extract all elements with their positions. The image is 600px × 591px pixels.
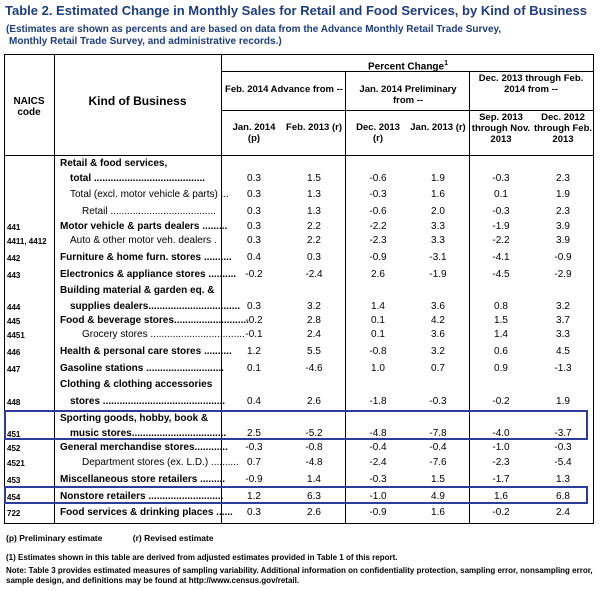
subtitle-line-2: Monthly Retail Trade Survey, and administrative records.) xyxy=(9,36,282,47)
cell-value: 0.7 xyxy=(247,457,261,468)
cell-value: 1.5 xyxy=(431,474,445,485)
row-label: General merchandise stores............ xyxy=(60,442,228,453)
cell-value: -0.1 xyxy=(245,329,263,340)
group-header-jan2014: Jan. 2014 Preliminary from -- xyxy=(359,84,457,106)
naics-code: 4521 xyxy=(7,459,25,468)
cell-value: 0.3 xyxy=(247,221,261,232)
table-subtitle xyxy=(6,24,501,48)
cell-value: -2.4 xyxy=(305,269,323,280)
cell-value: 2.6 xyxy=(371,269,385,280)
cell-value: -1.8 xyxy=(369,396,387,407)
row-label: Gasoline stations ............................ xyxy=(60,363,224,374)
naics-code: 453 xyxy=(7,476,21,485)
cell-value: 1.4 xyxy=(371,301,385,312)
cell-value: 3.6 xyxy=(431,329,445,340)
cell-value: 0.1 xyxy=(494,189,508,200)
cell-value: -1.3 xyxy=(554,363,572,374)
cell-value: -0.3 xyxy=(492,173,510,184)
cell-value: 1.3 xyxy=(556,474,570,485)
cell-value: -1.9 xyxy=(429,269,447,280)
naics-code: 4451 xyxy=(7,331,25,340)
cell-value: -2.4 xyxy=(369,457,387,468)
table-row xyxy=(4,455,594,470)
kind-of-business-header: Kind of Business xyxy=(88,94,187,108)
table-row xyxy=(4,441,594,455)
cell-value: 0.3 xyxy=(247,301,261,312)
row-label: Nonstore retailers ........................... xyxy=(60,491,224,502)
row-label: Furniture & home furn. stores .......... xyxy=(60,252,232,263)
row-label: supplies dealers................................. xyxy=(70,301,241,312)
cell-value: 1.2 xyxy=(247,346,261,357)
cell-value: -2.2 xyxy=(492,235,510,246)
cell-value: -2.3 xyxy=(369,235,387,246)
cell-value: -3.1 xyxy=(429,252,447,263)
cell-value: 1.4 xyxy=(307,474,321,485)
row-label: stores ............................................ xyxy=(70,396,226,407)
header-rule-groups xyxy=(221,110,594,111)
row-label: Electronics & appliance stores .......... xyxy=(60,269,237,280)
naics-code: 447 xyxy=(7,365,21,374)
cell-value: 0.9 xyxy=(494,363,508,374)
cell-value: -1.0 xyxy=(492,442,510,453)
naics-code: 444 xyxy=(7,303,21,312)
cell-value: 2.5 xyxy=(247,428,261,439)
cell-value: -4.6 xyxy=(305,363,323,374)
cell-value: 2.3 xyxy=(556,206,570,217)
row-label: Department stores (ex. L.D.) .......... xyxy=(82,457,239,468)
col-header-4: Jan. 2013 (r) xyxy=(410,122,466,133)
cell-value: -0.9 xyxy=(369,252,387,263)
cell-value: 1.6 xyxy=(431,507,445,518)
cell-value: -1.0 xyxy=(369,491,387,502)
naics-code: 448 xyxy=(7,398,21,407)
row-label: Grocery stores .................................. xyxy=(82,329,245,340)
cell-value: -0.3 xyxy=(245,442,263,453)
cell-value: -0.2 xyxy=(245,315,263,326)
footnote-1: (1) Estimates shown in this table are derived from adjusted estimates provided in Table 1 of this report. xyxy=(6,553,398,562)
naics-code: 446 xyxy=(7,348,21,357)
cell-value: 0.4 xyxy=(247,396,261,407)
col-header-6: Dec. 2012 through Feb. 2013 xyxy=(533,112,593,145)
cell-value: 1.5 xyxy=(494,315,508,326)
legend xyxy=(6,533,242,543)
cell-value: 2.8 xyxy=(307,315,321,326)
cell-value: 3.2 xyxy=(431,346,445,357)
cell-value: -0.6 xyxy=(369,206,387,217)
cell-value: 2.0 xyxy=(431,206,445,217)
cell-value: -0.4 xyxy=(429,442,447,453)
cell-value: -1.7 xyxy=(492,474,510,485)
cell-value: 1.6 xyxy=(431,189,445,200)
table-row xyxy=(4,186,594,202)
cell-value: -4.1 xyxy=(492,252,510,263)
cell-value: 2.3 xyxy=(556,173,570,184)
cell-value: 2.4 xyxy=(556,507,570,518)
cell-value: -4.5 xyxy=(492,269,510,280)
cell-value: 0.3 xyxy=(307,252,321,263)
cell-value: 2.2 xyxy=(307,235,321,246)
cell-value: -7.6 xyxy=(429,457,447,468)
lead-label: Retail & food services, xyxy=(60,158,168,169)
cell-value: 1.5 xyxy=(307,173,321,184)
cell-value: 2.4 xyxy=(307,329,321,340)
cell-value: 0.4 xyxy=(247,252,261,263)
cell-value: 1.9 xyxy=(431,173,445,184)
subtitle-line-1: (Estimates are shown as percents and are based on data from the Advance Monthly Retail Trade Survey, xyxy=(6,24,502,35)
row-lead-label: Building material & garden eq. & xyxy=(60,285,215,296)
cell-value: 3.3 xyxy=(431,221,445,232)
percent-change-label: Percent Change xyxy=(367,61,445,73)
cell-value: 1.0 xyxy=(371,363,385,374)
row-lead-label: Clothing & clothing accessories xyxy=(60,379,213,390)
cell-value: 2.2 xyxy=(307,221,321,232)
row-label: Food & beverage stores........................... xyxy=(60,315,249,326)
naics-code: 4411, 4412 xyxy=(7,237,47,246)
cell-value: -0.4 xyxy=(369,442,387,453)
table-row xyxy=(4,220,594,234)
naics-code: 442 xyxy=(7,254,21,263)
cell-value: 2.6 xyxy=(307,507,321,518)
cell-value: 6.8 xyxy=(556,491,570,502)
cell-value: 0.3 xyxy=(247,206,261,217)
naics-code: 443 xyxy=(7,271,21,280)
row-label: Health & personal care stores .......... xyxy=(60,346,232,357)
cell-value: 6.3 xyxy=(307,491,321,502)
highlight-sporting-goods xyxy=(4,410,588,440)
table-row xyxy=(4,266,594,282)
cell-value: -0.8 xyxy=(305,442,323,453)
cell-value: -1.9 xyxy=(492,221,510,232)
cell-value: 1.4 xyxy=(494,329,508,340)
cell-value: 3.2 xyxy=(556,301,570,312)
cell-value: -5.2 xyxy=(305,428,323,439)
row-label: Auto & other motor veh. dealers . xyxy=(70,235,217,246)
cell-value: -2.9 xyxy=(554,269,572,280)
percent-change-header xyxy=(222,58,594,72)
cell-value: 4.9 xyxy=(431,491,445,502)
cell-value: 3.2 xyxy=(307,301,321,312)
cell-value: 3.9 xyxy=(556,235,570,246)
table-row xyxy=(4,360,594,376)
naics-code: 451 xyxy=(7,430,21,439)
row-label: Motor vehicle & parts dealers ......... xyxy=(60,221,228,232)
cell-value: -0.3 xyxy=(554,442,572,453)
cell-value: -0.9 xyxy=(554,252,572,263)
cell-value: 1.3 xyxy=(307,206,321,217)
cell-value: 0.6 xyxy=(494,346,508,357)
cell-value: 0.1 xyxy=(371,329,385,340)
col-header-1: Jan. 2014 (p) xyxy=(232,122,276,144)
percent-change-footnote-mark: 1 xyxy=(444,60,449,67)
cell-value: -0.3 xyxy=(492,206,510,217)
cell-value: -0.3 xyxy=(369,474,387,485)
table-row xyxy=(4,249,594,265)
cell-value: 0.3 xyxy=(247,235,261,246)
cell-value: 4.5 xyxy=(556,346,570,357)
table-row xyxy=(4,203,594,219)
cell-value: -0.6 xyxy=(369,173,387,184)
row-label: music stores.................................. xyxy=(70,428,227,439)
cell-value: -4.8 xyxy=(305,457,323,468)
row-label: Total (excl. motor vehicle & parts) ... xyxy=(70,189,229,200)
cell-value: 3.7 xyxy=(556,315,570,326)
cell-value: 0.7 xyxy=(431,363,445,374)
cell-value: 0.3 xyxy=(247,173,261,184)
cell-value: 0.8 xyxy=(494,301,508,312)
naics-code: 454 xyxy=(7,493,21,502)
cell-value: -0.2 xyxy=(245,269,263,280)
cell-value: -3.7 xyxy=(554,428,572,439)
col-header-2: Feb. 2013 (r) xyxy=(286,122,342,133)
cell-value: -0.2 xyxy=(492,507,510,518)
cell-value: 1.9 xyxy=(556,189,570,200)
naics-code: 441 xyxy=(7,223,21,232)
naics-code: 452 xyxy=(7,444,21,453)
cell-value: 3.3 xyxy=(556,329,570,340)
cell-value: -2.3 xyxy=(492,457,510,468)
cell-value: 1.6 xyxy=(494,491,508,502)
cell-value: 3.9 xyxy=(556,221,570,232)
table-title: Table 2. Estimated Change in Monthly Sales for Retail and Food Services, by Kind of Business xyxy=(5,3,587,18)
cell-value: 0.1 xyxy=(371,315,385,326)
cell-value: 1.9 xyxy=(556,396,570,407)
row-label: Retail ...................................... xyxy=(82,206,216,217)
row-label: Food services & drinking places ...... xyxy=(60,507,233,518)
cell-value: -7.8 xyxy=(429,428,447,439)
cell-value: -0.9 xyxy=(245,474,263,485)
row-label: total ........................................ xyxy=(70,173,206,184)
row-label: Miscellaneous store retailers ......... xyxy=(60,474,226,485)
cell-value: -0.3 xyxy=(429,396,447,407)
cell-value: 1.3 xyxy=(307,189,321,200)
group-header-dec2013: Dec. 2013 through Feb. 2014 from -- xyxy=(478,73,584,95)
group-header-feb2014: Feb. 2014 Advance from -- xyxy=(225,84,343,95)
row-lead-label: Sporting goods, hobby, book & xyxy=(60,413,209,424)
cell-value: 0.3 xyxy=(247,507,261,518)
col-header-3: Dec. 2013 (r) xyxy=(356,122,400,144)
table-row xyxy=(4,377,594,409)
legend-preliminary: (p) Preliminary estimate xyxy=(6,533,103,543)
table-row xyxy=(4,283,594,314)
cell-value: -2.2 xyxy=(369,221,387,232)
table-row xyxy=(4,343,594,359)
cell-value: 3.3 xyxy=(431,235,445,246)
cell-value: -0.8 xyxy=(369,346,387,357)
cell-value: 2.6 xyxy=(307,396,321,407)
lead-row-retail-food-services xyxy=(4,156,594,170)
naics-header: NAICS code xyxy=(13,96,45,118)
table-row xyxy=(4,170,594,186)
cell-value: -0.2 xyxy=(492,396,510,407)
table-row xyxy=(4,314,594,328)
cell-value: 0.3 xyxy=(247,189,261,200)
legend-revised: (r) Revised estimate xyxy=(132,533,214,543)
table-row xyxy=(4,504,594,520)
cell-value: 0.1 xyxy=(247,363,261,374)
col-header-5: Sep. 2013 through Nov. 2013 xyxy=(471,112,531,145)
highlight-nonstore xyxy=(4,486,588,504)
cell-value: -4.0 xyxy=(492,428,510,439)
table-row xyxy=(4,471,594,487)
cell-value: -5.4 xyxy=(554,457,572,468)
table-row xyxy=(4,328,594,342)
cell-value: 5.5 xyxy=(307,346,321,357)
cell-value: 1.2 xyxy=(247,491,261,502)
note: Note: Table 3 provides estimated measures of sampling variability. Additional information on confidentiality protection, sampling error, nonsampling error, sample design, and definitions may be found at http://www.census.gov/retail. xyxy=(6,566,593,585)
table-row xyxy=(4,234,594,248)
cell-value: -0.9 xyxy=(369,507,387,518)
cell-value: -0.3 xyxy=(369,189,387,200)
cell-value: 4.2 xyxy=(431,315,445,326)
naics-code: 722 xyxy=(7,509,21,518)
cell-value: -4.8 xyxy=(369,428,387,439)
naics-code: 445 xyxy=(7,317,21,326)
cell-value: 3.6 xyxy=(431,301,445,312)
